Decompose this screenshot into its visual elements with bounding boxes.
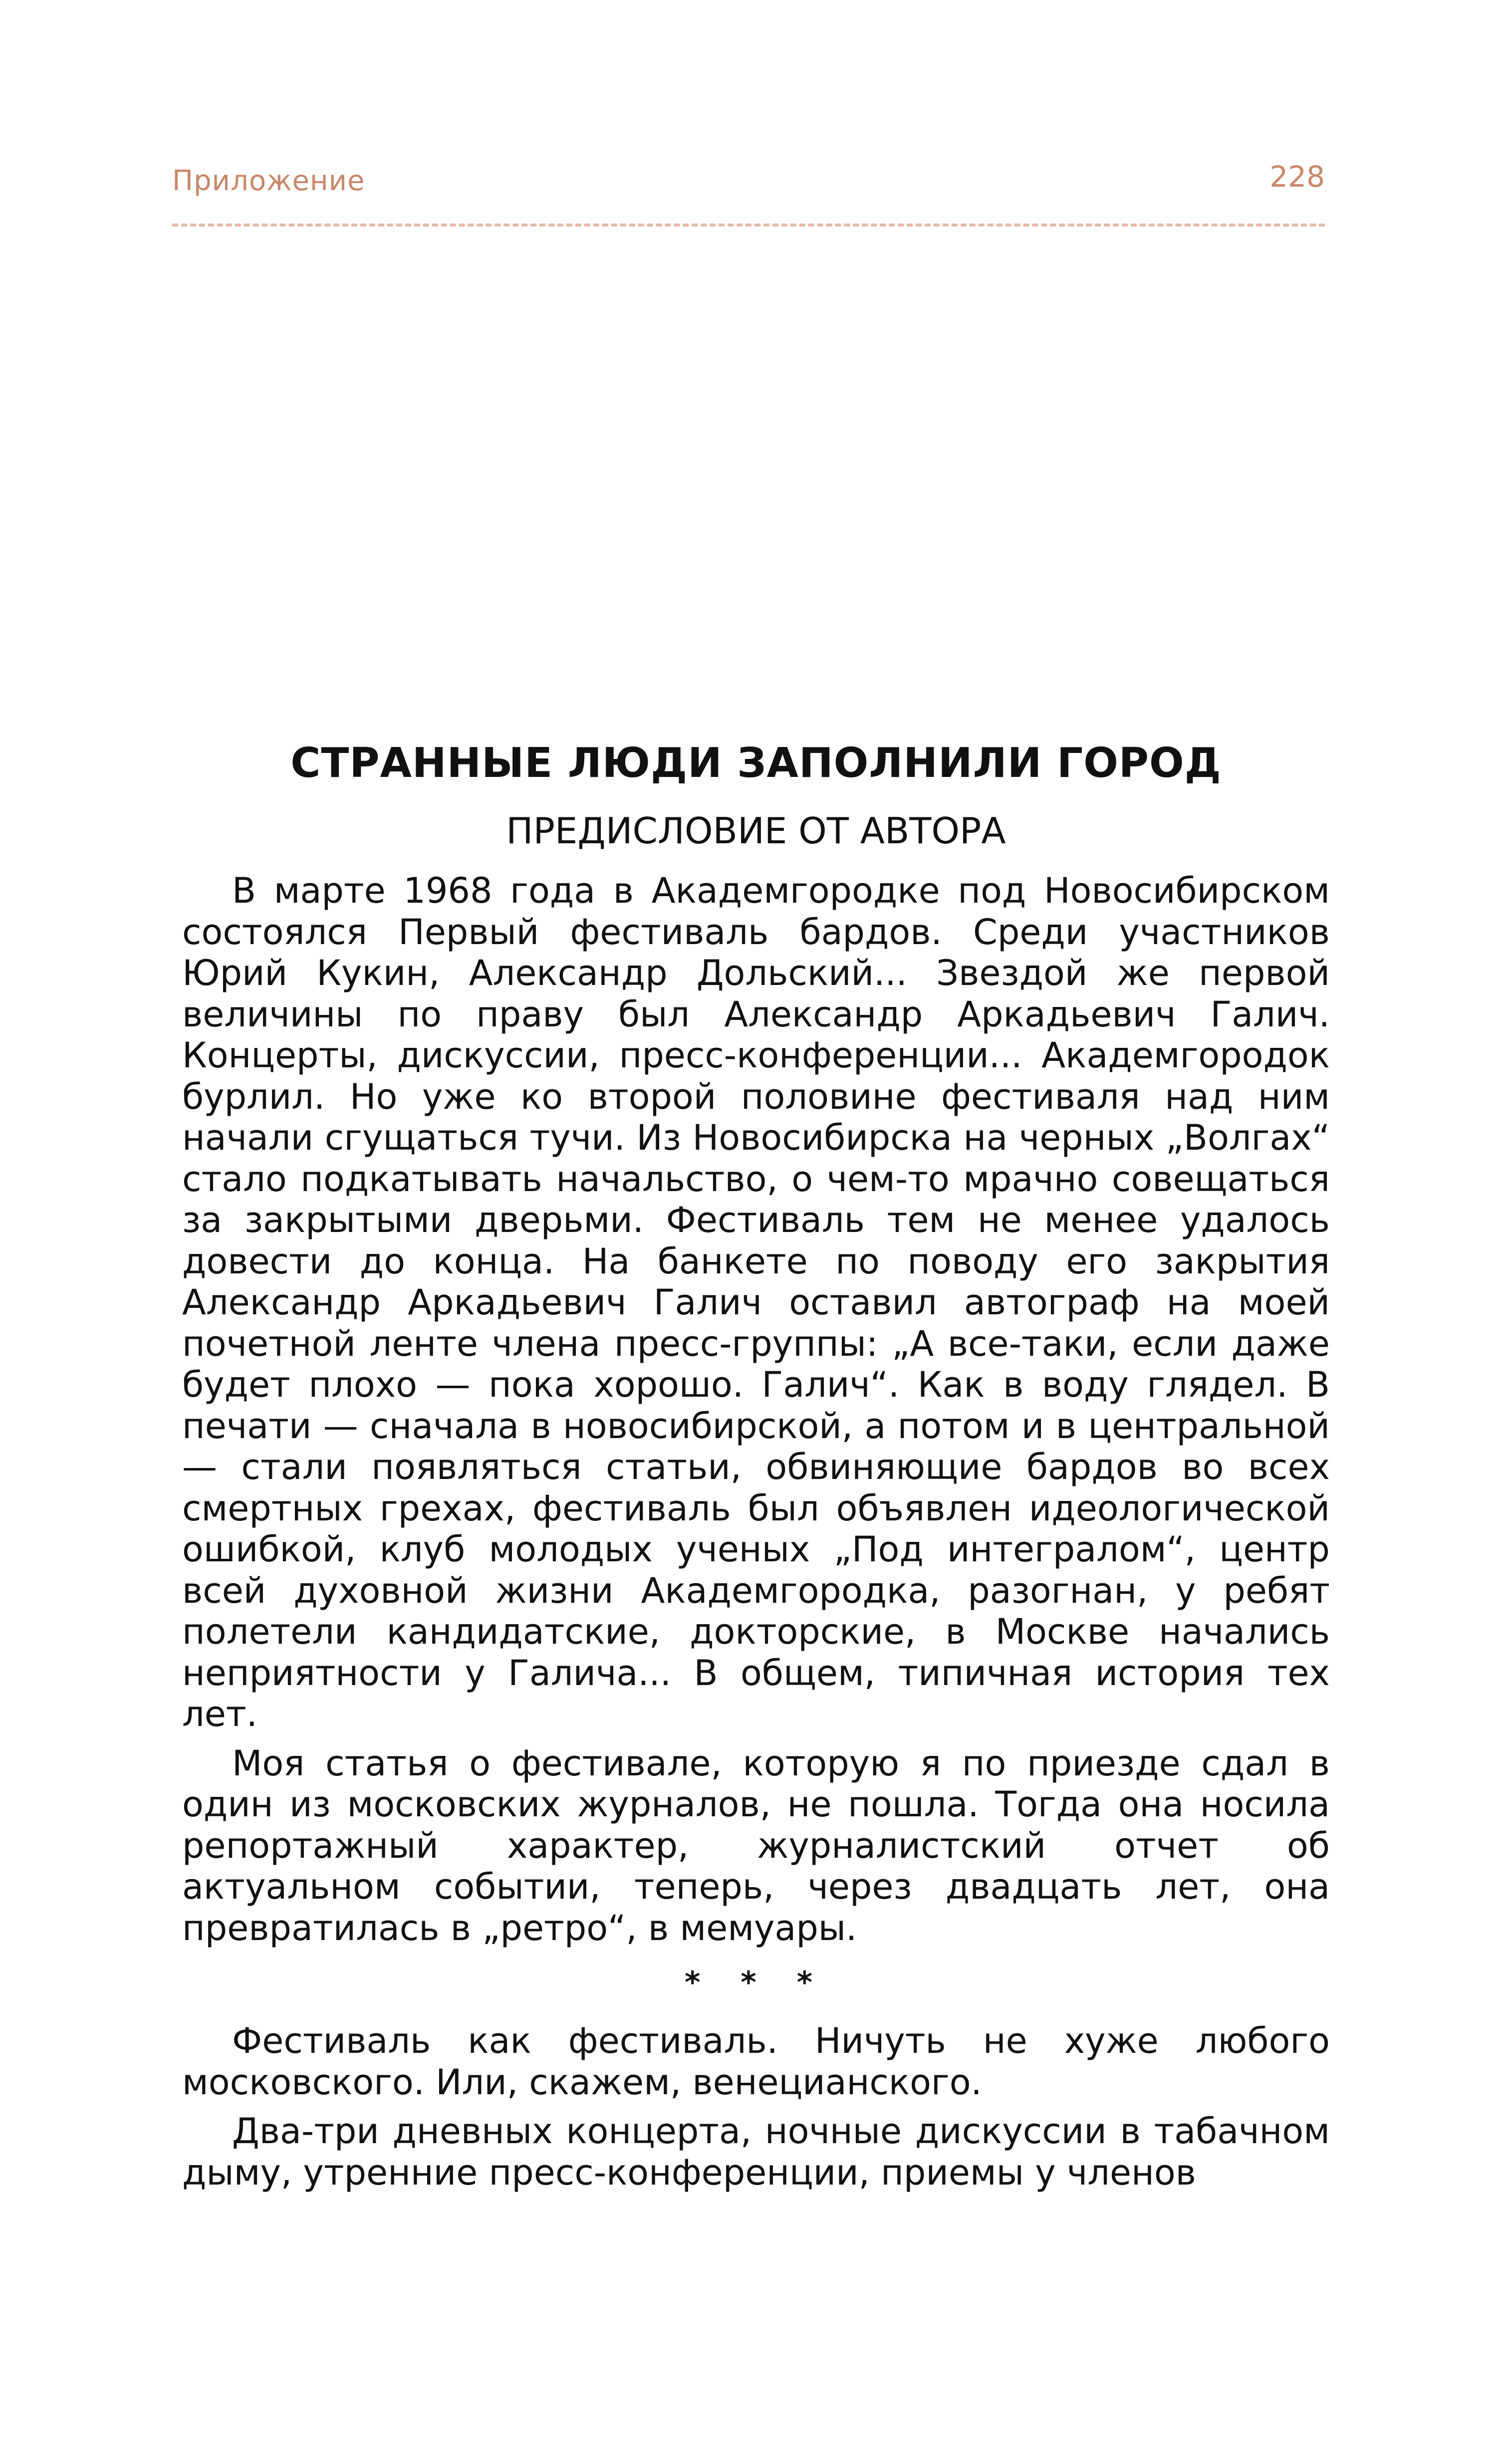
paragraph-festival-history: В марте 1968 года в Академгородке под Новосибирском состоялся Первый фестиваль бардов. Среди участников Юрий Кукин, Александр Дольский... Звездой же первой величины по праву был Александр Аркадьевич Галич. Концерты, дискуссии, пресс-конференции... Академгородок бурлил. Но уже ко второй половине фестиваля над ним начали сгущаться тучи. Из Новосибирска на черных „Волгах“ стало подкатывать начальство, о чем-то мрачно совещаться за закрытыми дверьми. Фестиваль тем не менее удалось довести до конца. На банкете по поводу его закрытия Александр Аркадьевич Галич оставил автограф на моей почетной ленте члена пресс-группы: „А все-таки, если даже будет плохо — пока хорошо. Галич“. Как в воду глядел. В печати — сначала в новосибирской, а потом и в центральной — стали появляться статьи, обвиняющие бардов во всех смертных грехах, фестиваль был объявлен идеологической ошибкой, клуб молодых ученых „Под интегралом“, центр всей духовной жизни Академгородка, разогнан, у ребят полетели кандидатские, докторские, в Москве начались неприятности у Галича... В общем, типичная история тех лет. <box>182 870 1330 1734</box>
article-title: СТРАННЫЕ ЛЮДИ ЗАПОЛНИЛИ ГОРОД <box>290 739 1222 787</box>
article-subtitle: ПРЕДИСЛОВИЕ ОТ АВТОРА <box>506 810 1006 852</box>
page-number: 228 <box>1269 160 1325 194</box>
paragraph-article-fate: Моя статья о фестивале, которую я по приезде сдал в один из московских журналов, не пошла. Тогда она носила репортажный характер, журналистский отчет об актуальном событии, теперь, через двадцать лет, она превратилась в „ретро“, в мемуары. <box>182 1742 1330 1949</box>
paragraph-festival-comparison: Фестиваль как фестиваль. Ничуть не хуже любого московского. Или, скажем, венецианского. <box>182 2020 1330 2103</box>
section-separator: * * * <box>685 1965 827 2000</box>
article <box>182 739 1330 2201</box>
running-section-title: Приложение <box>172 165 365 197</box>
header-rule <box>172 224 1325 227</box>
running-header <box>172 160 1325 200</box>
paragraph-festival-schedule: Два-три дневных концерта, ночные дискуссии в табачном дыму, утренние пресс-конференции, приемы у членов <box>182 2111 1330 2193</box>
